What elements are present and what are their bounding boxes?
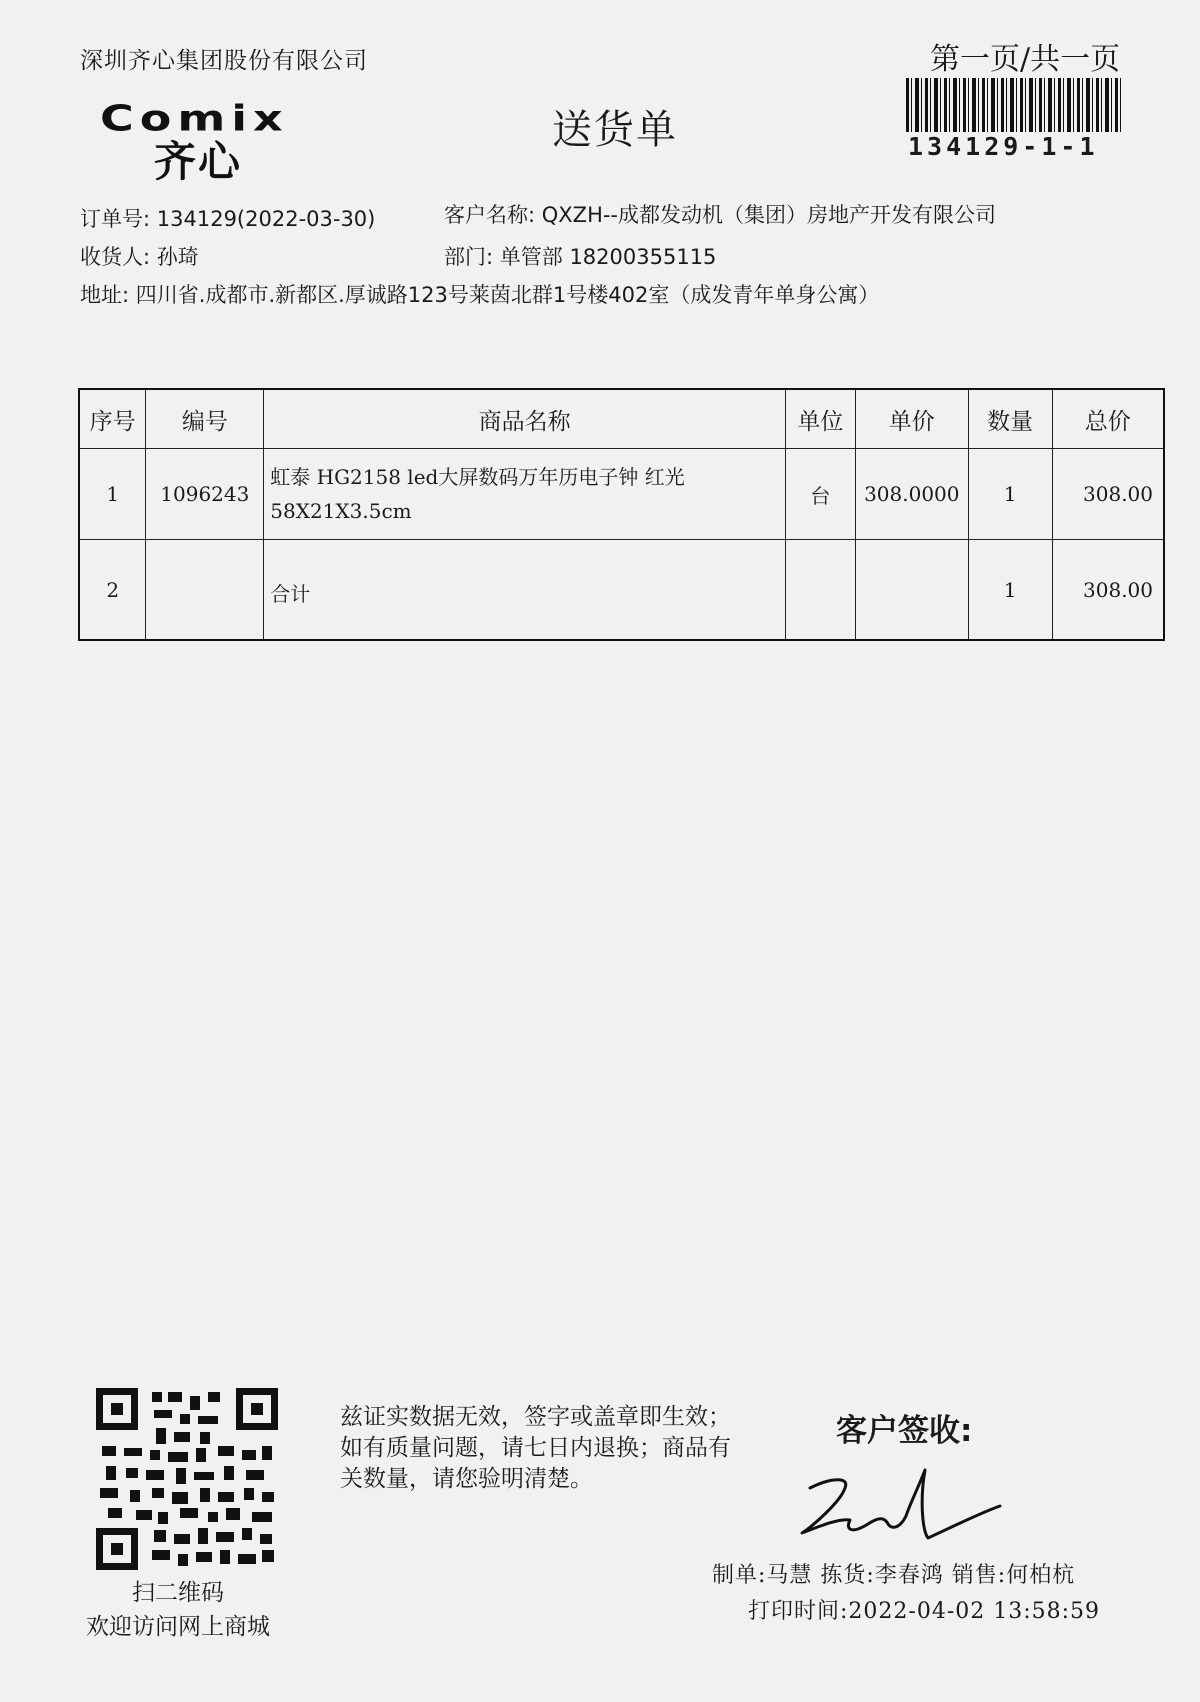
department-label: 部门: xyxy=(444,245,494,269)
logo-brand-cn: 齐心 xyxy=(154,137,243,186)
cell-quantity: 1 xyxy=(968,449,1052,540)
receiver-row xyxy=(80,241,199,271)
receiver-value: 孙琦 xyxy=(156,245,199,269)
cell-product-name: 虹泰 HG2158 led大屏数码万年历电子钟 红光 58X21X3.5cm xyxy=(264,449,786,540)
table-row xyxy=(79,449,1164,540)
cell-code: 1096243 xyxy=(146,449,264,540)
items-table xyxy=(78,388,1165,641)
barcode-number: 134129-1-1 xyxy=(908,132,1099,161)
header-product-name: 商品名称 xyxy=(264,389,786,449)
page-info: 第一页/共一页 xyxy=(930,42,1121,77)
customer-value: QXZH--成都发动机（集团）房地产开发有限公司 xyxy=(541,203,997,227)
logo-brand-en: Comix xyxy=(100,96,289,139)
customer-label: 客户名称: xyxy=(444,203,536,227)
order-number-label: 订单号: xyxy=(80,207,151,231)
header-total: 总价 xyxy=(1052,389,1164,449)
cell-product-name: 合计 xyxy=(264,540,786,641)
header-code: 编号 xyxy=(146,389,264,449)
cell-seq: 1 xyxy=(79,449,146,540)
cell-code xyxy=(146,540,264,641)
table-header-row xyxy=(79,389,1164,449)
customer-sign-label: 客户签收: xyxy=(836,1413,973,1449)
order-number-row xyxy=(80,203,375,233)
cell-unit-price: 308.0000 xyxy=(855,449,968,540)
customer-row xyxy=(444,199,996,229)
cell-total: 308.00 xyxy=(1052,540,1164,641)
company-name: 深圳齐心集团股份有限公司 xyxy=(80,48,368,74)
cell-unit: 台 xyxy=(785,449,855,540)
qr-code-icon xyxy=(96,1388,278,1570)
comix-logo xyxy=(100,96,330,190)
cell-unit-price xyxy=(855,540,968,641)
address-value: 四川省.成都市.新都区.厚诚路123号莱茵北群1号楼402室（成发青年单身公寓） xyxy=(135,283,880,307)
print-time: 打印时间:2022-04-02 13:58:59 xyxy=(748,1599,1101,1624)
qr-caption-scan: 扫二维码 xyxy=(132,1580,224,1606)
qr-caption-shop: 欢迎访问网上商城 xyxy=(86,1614,270,1640)
department-value: 单管部 18200355115 xyxy=(499,245,717,269)
document-title: 送货单 xyxy=(552,107,678,153)
order-number-value: 134129(2022-03-30) xyxy=(156,207,376,231)
barcode-icon xyxy=(906,78,1122,132)
cell-quantity: 1 xyxy=(968,540,1052,641)
header-unit: 单位 xyxy=(785,389,855,449)
address-label: 地址: xyxy=(80,283,130,307)
table-row-total xyxy=(79,540,1164,641)
header-unit-price: 单价 xyxy=(855,389,968,449)
signature-icon xyxy=(790,1458,1010,1558)
cell-unit xyxy=(785,540,855,641)
department-row xyxy=(444,241,716,271)
notice-text: 兹证实数据无效，签字或盖章即生效；如有质量问题，请七日内退换；商品有关数量，请您验明清楚。 xyxy=(340,1404,731,1492)
header-quantity: 数量 xyxy=(968,389,1052,449)
address-row xyxy=(80,279,879,309)
cell-total: 308.00 xyxy=(1052,449,1164,540)
header-seq: 序号 xyxy=(79,389,146,449)
receiver-label: 收货人: xyxy=(80,245,151,269)
staff-line: 制单:马慧 拣货:李春鸿 销售:何柏杭 xyxy=(712,1563,1076,1588)
cell-seq: 2 xyxy=(79,540,146,641)
